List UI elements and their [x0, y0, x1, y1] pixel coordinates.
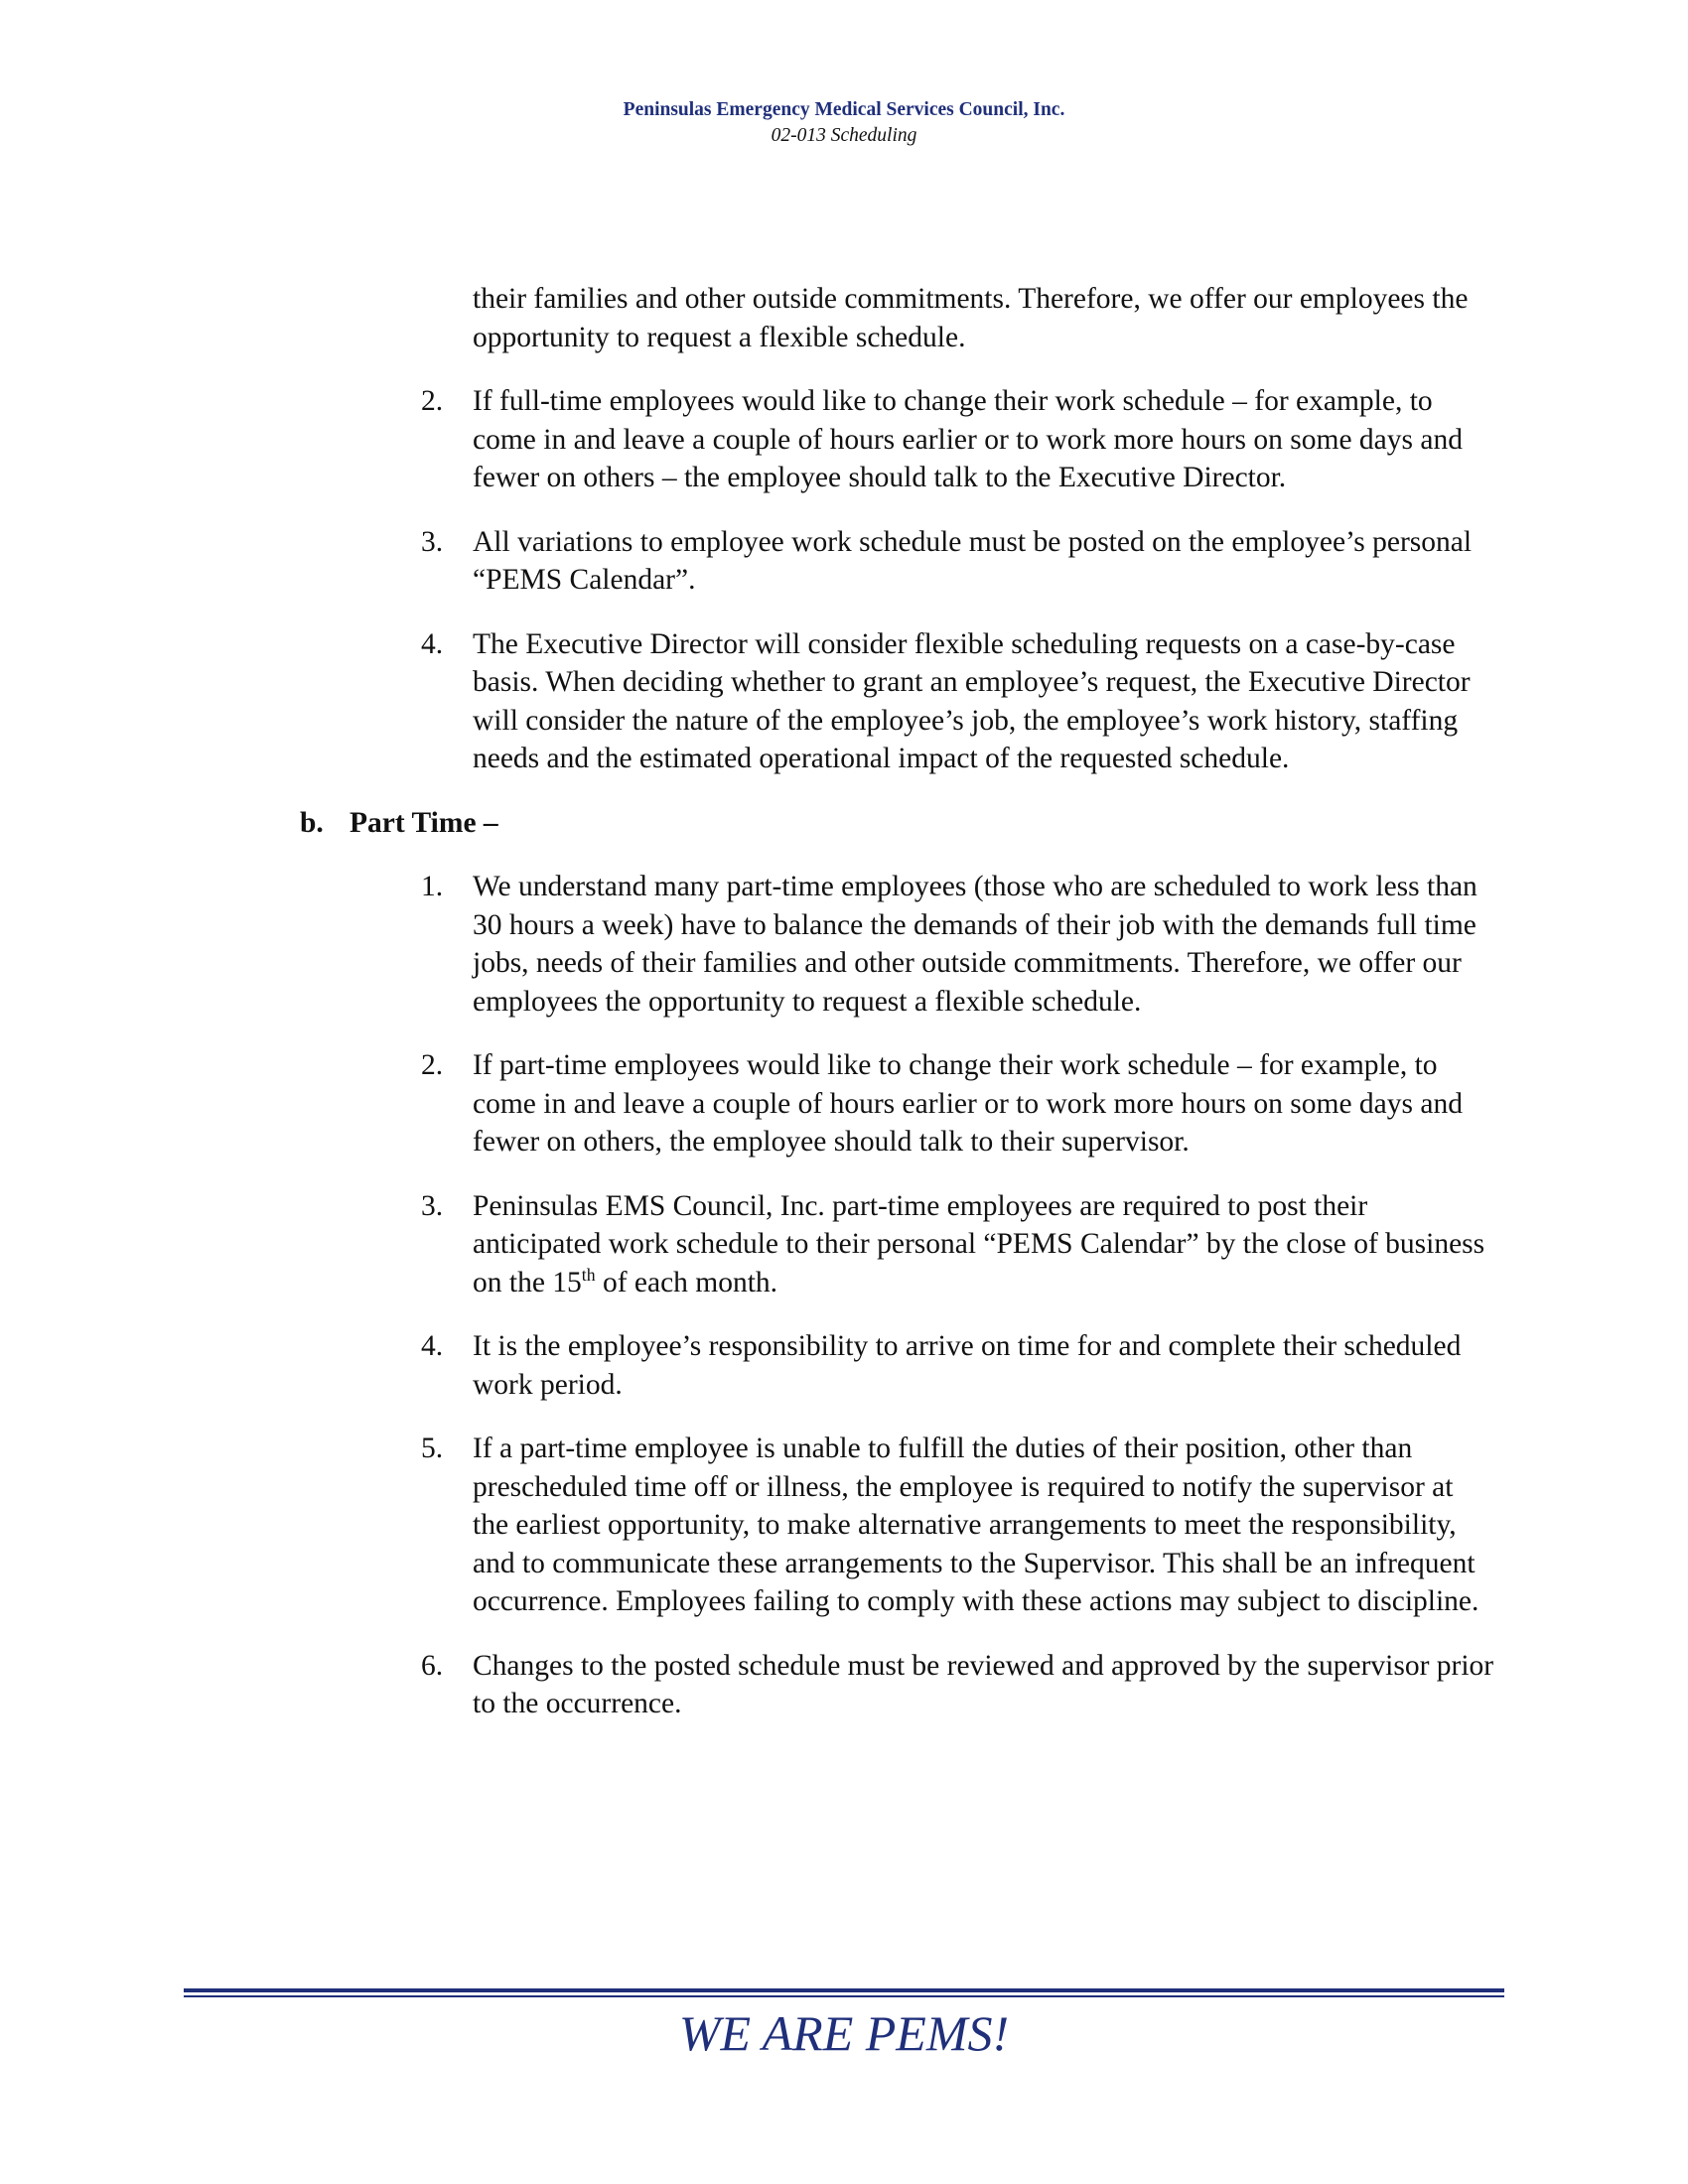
section-title: Part Time – [350, 806, 498, 839]
list-item [421, 625, 1495, 778]
item-number: 2. [421, 385, 444, 417]
footer-motto: WE ARE PEMS! [678, 2005, 1010, 2061]
organization-name: Peninsulas Emergency Medical Services Council, Inc. [623, 99, 1065, 120]
document-title: 02-013 Scheduling [771, 125, 917, 146]
item-number: 1. [421, 871, 444, 902]
list-item [421, 1187, 1495, 1302]
continuation-paragraph: their families and other outside commitments. Therefore, we offer our employees the opportunity to request a flexible schedule. [473, 283, 1469, 353]
item-number: 4. [421, 627, 444, 660]
item-text-end: of each month. [595, 1266, 778, 1298]
item-number: 3. [421, 1189, 444, 1222]
list-item [421, 1430, 1495, 1621]
list-item [421, 382, 1495, 497]
item-text: If part-time employees would like to change their work schedule – for example, to come in and leave a couple of hours earlier or to work more hours on some days and fewer on others, the employee should talk to their supervisor. [473, 1049, 1463, 1158]
item-number: 2. [421, 1049, 444, 1081]
item-text: The Executive Director will consider flexible scheduling requests on a case-by-case basis. When deciding whether to grant an employee’s request, the Executive Director will consider the nature of the employee’s job, the employee’s work history, staffing needs and the estimated operational impact of the requested schedule. [473, 627, 1471, 774]
list-item [421, 1327, 1495, 1404]
item-text: Changes to the posted schedule must be reviewed and approved by the supervisor prior to the occurrence. [473, 1649, 1494, 1719]
list-item [421, 868, 1495, 1021]
page-header [0, 97, 1688, 149]
item-text: We understand many part-time employees (those who are scheduled to work less than 30 hours a week) have to balance the demands of their job with the demands full time jobs, needs of their families and other outside commitments. Therefore, we offer our employees the opportunity to request a flexible schedule. [473, 871, 1477, 1018]
section-letter: b. [300, 806, 324, 839]
list-item [421, 1046, 1495, 1161]
footer-divider [184, 1988, 1504, 1997]
document-body [0, 280, 1688, 1749]
item-number: 6. [421, 1649, 444, 1682]
item-text: If a part-time employee is unable to fulfill the duties of their position, other than prescheduled time off or illness, the employee is required to notify the supervisor at the earliest opportunity, to make alternative arrangements to meet the responsibility, and to communicate these arrangements to the Supervisor. This shall be an infrequent occurrence. Employees failing to comply with these actions may subject to discipline. [473, 1433, 1479, 1617]
item-text: Peninsulas EMS Council, Inc. part-time employees are required to post their anticipated work schedule to their personal “PEMS Calendar” by the close of business on the 15 [473, 1189, 1485, 1298]
item-text: It is the employee’s responsibility to arrive on time for and complete their scheduled work period. [473, 1330, 1462, 1401]
ordinal-suffix: th [581, 1264, 596, 1285]
item-text: All variations to employee work schedule must be posted on the employee’s personal “PEMS Calendar”. [473, 525, 1473, 596]
list-item [421, 1647, 1495, 1723]
item-number: 4. [421, 1330, 444, 1362]
item-number: 5. [421, 1433, 444, 1464]
section-heading-part-time [300, 804, 1688, 843]
list-item [421, 523, 1495, 600]
item-text: If full-time employees would like to change their work schedule – for example, to come in and leave a couple of hours earlier or to work more hours on some days and fewer on others – the employee should talk to the Executive Director. [473, 385, 1463, 493]
item-number: 3. [421, 525, 444, 558]
